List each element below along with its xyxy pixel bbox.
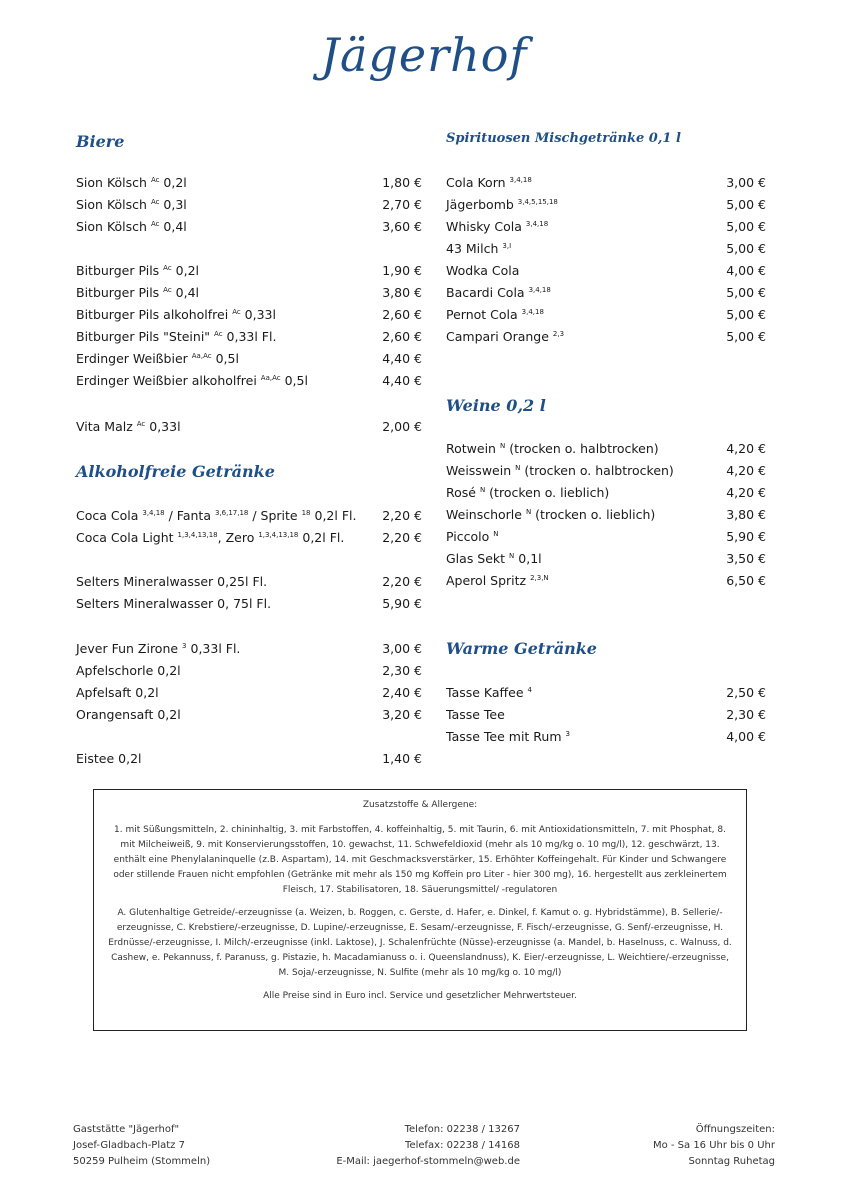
item-name	[446, 216, 548, 238]
menu-item	[446, 504, 766, 526]
menu-group	[76, 416, 422, 438]
footer-line: Telefax: 02238 / 14168	[405, 1140, 520, 1151]
price-note: Alle Preise sind in Euro incl. Service und gesetzlicher Mehrwertsteuer.	[263, 991, 577, 1001]
item-name	[446, 282, 551, 304]
footer-line: 50259 Pulheim (Stommeln)	[73, 1156, 211, 1167]
allergen-code: Ac	[163, 285, 172, 294]
item-price: 4,20 €	[726, 485, 766, 500]
menu-item	[446, 172, 766, 194]
item-price: 6,50 €	[726, 573, 766, 588]
item-price: 5,00 €	[726, 307, 766, 322]
menu-item	[446, 526, 766, 548]
item-name	[446, 504, 655, 526]
allergen-code: 3	[565, 729, 570, 738]
item-name	[76, 348, 239, 370]
item-price: 4,40 €	[382, 373, 422, 388]
item-text: Pernot Cola	[446, 307, 522, 322]
item-price: 5,00 €	[726, 285, 766, 300]
menu-item	[446, 194, 766, 216]
item-text: Rotwein	[446, 441, 500, 456]
item-text: Sion Kölsch	[76, 219, 151, 234]
item-text: Apfelsaft 0,2l	[76, 685, 159, 700]
footer-line: Öffnungszeiten:	[695, 1124, 775, 1135]
item-price: 2,50 €	[726, 685, 766, 700]
allergen-code: 2,3,N	[530, 573, 549, 582]
item-price: 3,60 €	[382, 219, 422, 234]
allergen-code: N	[525, 507, 532, 516]
allergen-code: N	[479, 485, 486, 494]
item-name	[76, 638, 240, 660]
item-price: 2,30 €	[382, 663, 422, 678]
menu-item	[446, 548, 766, 570]
item-text: Weinschorle	[446, 507, 526, 522]
item-name	[76, 304, 276, 326]
item-text: 0,2l Fl.	[298, 530, 345, 545]
item-name	[76, 260, 199, 282]
item-text: 0,4l	[171, 285, 200, 300]
allergen-code: Ac	[232, 307, 241, 316]
allergen-code: N	[493, 529, 499, 538]
item-text: / Sprite	[248, 508, 302, 523]
item-name	[76, 704, 181, 726]
item-price: 2,20 €	[382, 574, 422, 589]
item-price: 2,70 €	[382, 197, 422, 212]
menu-item	[76, 194, 422, 216]
item-text: 0,5l	[211, 351, 239, 366]
item-name	[76, 660, 181, 682]
item-price: 2,60 €	[382, 329, 422, 344]
allergen-code: Ac	[150, 175, 160, 184]
item-text: Erdinger Weißbier	[76, 351, 192, 366]
item-price: 1,80 €	[382, 175, 422, 190]
menu-item	[76, 593, 422, 615]
item-text: Bitburger Pils	[76, 263, 164, 278]
item-text: Jever Fun Zirone	[76, 641, 183, 656]
menu-group	[76, 172, 422, 238]
menu-item	[76, 748, 422, 770]
allergen-code: 3,I	[502, 241, 512, 250]
item-price: 5,90 €	[382, 596, 422, 611]
allergen-code: N	[515, 463, 521, 472]
item-text: 0,33l	[145, 419, 181, 434]
item-text: Aperol Spritz	[446, 573, 531, 588]
item-name	[76, 416, 181, 438]
item-text: 0,33l Fl.	[186, 641, 241, 656]
item-price: 5,00 €	[726, 219, 766, 234]
item-price: 1,40 €	[382, 751, 422, 766]
item-name	[76, 194, 187, 216]
allergen-info-box	[93, 789, 747, 1031]
item-text: Piccolo	[446, 529, 494, 544]
menu-item	[446, 570, 766, 592]
item-text: Bitburger Pils alkoholfrei	[76, 307, 233, 322]
item-name	[76, 682, 159, 704]
allergen-code: Ac	[214, 329, 223, 338]
item-text: Coca Cola Light	[76, 530, 178, 545]
item-price: 5,00 €	[726, 241, 766, 256]
item-price: 2,20 €	[382, 508, 422, 523]
item-text: (trocken o. halbtrocken)	[520, 463, 674, 478]
allergen-code: Ac	[136, 419, 146, 428]
menu-item	[76, 638, 422, 660]
menu-group	[446, 438, 766, 592]
menu-item	[446, 216, 766, 238]
item-name	[76, 172, 187, 194]
item-price: 4,40 €	[382, 351, 422, 366]
section-heading: Biere	[76, 132, 125, 151]
item-price: 1,90 €	[382, 263, 422, 278]
item-text: 0,1l	[514, 551, 542, 566]
item-text: Eistee 0,2l	[76, 751, 142, 766]
item-name	[446, 548, 542, 570]
menu-item	[76, 326, 422, 348]
item-text: Whisky Cola	[446, 219, 526, 234]
allergen-code: 3,4,18	[142, 508, 165, 517]
item-name	[446, 172, 532, 194]
item-text: 0,2l Fl.	[310, 508, 357, 523]
item-text: 0,4l	[159, 219, 187, 234]
item-text: 0,2l	[159, 175, 187, 190]
menu-item	[446, 726, 766, 748]
menu-group	[76, 505, 422, 549]
menu-item	[76, 505, 422, 527]
allergen-code: Aa,Ac	[260, 373, 281, 382]
menu-item	[76, 370, 422, 392]
item-name	[76, 505, 356, 527]
item-name	[446, 194, 558, 216]
section-heading: Spirituosen Mischgetränke 0,1 l	[446, 131, 681, 146]
item-text: Sion Kölsch	[76, 197, 151, 212]
item-text: Campari Orange	[446, 329, 553, 344]
item-text: Wodka Cola	[446, 263, 520, 278]
menu-group	[76, 571, 422, 615]
allergen-code: 3	[182, 641, 187, 650]
item-text: Glas Sekt	[446, 551, 510, 566]
section-heading: Weine 0,2 l	[446, 396, 546, 415]
item-name	[446, 482, 609, 504]
item-price: 3,20 €	[382, 707, 422, 722]
page-title: Jägerhof	[320, 28, 528, 82]
menu-item	[446, 682, 766, 704]
allergen-code: Ac	[150, 219, 160, 228]
menu-item	[446, 260, 766, 282]
item-text: Orangensaft 0,2l	[76, 707, 181, 722]
allergen-code: Aa,Ac	[191, 351, 212, 360]
footer-line: Gaststätte "Jägerhof"	[73, 1124, 180, 1135]
menu-item	[446, 704, 766, 726]
footer-line: E-Mail: jaegerhof-stommeln@web.de	[336, 1156, 520, 1167]
menu-group	[76, 260, 422, 392]
allergen-code: Ac	[150, 197, 160, 206]
item-text: 43 Milch	[446, 241, 503, 256]
allergen-code: 1,3,4,13,18	[258, 530, 299, 539]
item-name	[76, 326, 276, 348]
item-name	[446, 304, 544, 326]
item-name	[446, 704, 505, 726]
item-name	[446, 726, 570, 748]
item-name	[76, 571, 267, 593]
menu-group	[76, 638, 422, 726]
item-name	[446, 238, 511, 260]
footer-line: Josef-Gladbach-Platz 7	[73, 1140, 185, 1151]
allergen-code: 3,4,18	[528, 285, 551, 294]
menu-group	[446, 682, 766, 748]
menu-item	[76, 527, 422, 549]
item-price: 5,00 €	[726, 197, 766, 212]
menu-item	[446, 304, 766, 326]
item-text: Tasse Tee	[446, 707, 505, 722]
menu-item	[76, 282, 422, 304]
menu-item	[76, 304, 422, 326]
item-text: / Fanta	[164, 508, 215, 523]
item-price: 4,20 €	[726, 441, 766, 456]
item-name	[76, 282, 199, 304]
allergen-code: 3,4,5,15,18	[517, 197, 558, 206]
item-text: 0,5l	[280, 373, 308, 388]
item-text: Bitburger Pils "Steini"	[76, 329, 215, 344]
item-text: Apfelschorle 0,2l	[76, 663, 181, 678]
item-price: 3,00 €	[382, 641, 422, 656]
allergen-code: N	[509, 551, 515, 560]
section-heading: Warme Getränke	[446, 639, 597, 658]
menu-item	[446, 482, 766, 504]
item-text: (trocken o. lieblich)	[485, 485, 610, 500]
item-text: Selters Mineralwasser 0,25l Fl.	[76, 574, 268, 589]
allergen-code: 3,6,17,18	[214, 508, 249, 517]
menu-item	[76, 216, 422, 238]
item-price: 3,50 €	[726, 551, 766, 566]
menu-item	[76, 348, 422, 370]
item-name	[446, 260, 519, 282]
item-price: 2,30 €	[726, 707, 766, 722]
menu-item	[76, 682, 422, 704]
item-price: 2,40 €	[382, 685, 422, 700]
item-text: Cola Korn	[446, 175, 510, 190]
footer-line: Mo - Sa 16 Uhr bis 0 Uhr	[652, 1140, 775, 1151]
item-text: Bitburger Pils	[76, 285, 164, 300]
item-price: 2,20 €	[382, 530, 422, 545]
allergen-code: Ac	[163, 263, 172, 272]
item-price: 4,00 €	[726, 263, 766, 278]
item-price: 5,00 €	[726, 329, 766, 344]
menu-item	[76, 704, 422, 726]
item-price: 3,80 €	[726, 507, 766, 522]
allergens-text: A. Glutenhaltige Getreide/-erzeugnisse (a. Weizen, b. Roggen, c. Gerste, d. Hafer, e. Dinkel, f. Kamut o. g. Hybridstämme), B. Sellerie/-erzeugnisse, C. Krebstiere/-erzeugnisse, D. Lupine/-erzeugnisse, E. Sesam/-erzeugnisse, F. Fisch/-erzeugnisse, G. Senf/-erzeugnisse, H. Erdnüsse/-erzeugnisse, I. Milch/-erzeugnisse (inkl. Laktose), J. Schalenfrüchte (Nüsse)-erzeugnisse (a. Mandel, b. Haselnuss, c. Walnuss, d. Cashew, e. Pekannuss, f. Paranuss, g. Pistazie, h. Macadamianuss o. i. Queenslandnuss), K. Eier/-erzeugnisse, L. Weichtiere/-erzeugnisse, M. Soja/-erzeugnisse, N. Sulfite (mehr als 10 mg/kg o. 10 mg/l)	[108, 908, 732, 978]
menu-item	[76, 172, 422, 194]
allergen-code: 3,4,18	[509, 175, 532, 184]
menu-group	[76, 748, 422, 770]
item-name	[76, 370, 308, 392]
item-text: 0,3l	[159, 197, 187, 212]
menu-item	[446, 282, 766, 304]
menu-item	[76, 260, 422, 282]
item-text: Vita Malz	[76, 419, 137, 434]
item-text: Selters Mineralwasser 0, 75l Fl.	[76, 596, 272, 611]
item-name	[76, 593, 271, 615]
footer-contact	[330, 1122, 520, 1170]
item-text: Jägerbomb	[446, 197, 518, 212]
item-price: 3,00 €	[726, 175, 766, 190]
allergen-code: 1,3,4,13,18	[177, 530, 218, 539]
item-name	[446, 438, 659, 460]
item-text: Tasse Tee mit Rum	[446, 729, 566, 744]
menu-item	[76, 660, 422, 682]
menu-item	[446, 460, 766, 482]
additives-text: 1. mit Süßungsmitteln, 2. chininhaltig, 3. mit Farbstoffen, 4. koffeinhaltig, 5. mit Taurin, 6. mit Antioxidationsmitteln, 7. mit Phosphat, 8. mit Milcheiweiß, 9. mit Konservierungsstoffen, 10. gewachst, 11. Schwefeldioxid (mehr als 10 mg/kg o. 10 mg/l), 12. geschwärzt, 13. enthält eine Phenylalaninquelle (z.B. Aspartam), 14. mit Geschmacksverstärker, 15. Erhöhter Koffeingehalt. Für Kinder und Schwangere oder stillende Frauen nicht empfohlen (Getränke mit mehr als 150 mg Koffein pro Liter - hier 300 mg), 16. hergestellt aus zerkleinertem Fleisch, 17. Stabilisatoren, 18. Säuerungsmittel/ -regulatoren	[113, 825, 727, 895]
item-name	[446, 326, 564, 348]
menu-item	[76, 416, 422, 438]
item-price: 2,60 €	[382, 307, 422, 322]
item-price: 4,20 €	[726, 463, 766, 478]
item-name	[446, 570, 549, 592]
allergen-code: 3,4,18	[525, 219, 549, 228]
item-text: (trocken o. halbtrocken)	[505, 441, 659, 456]
item-text: Rosé	[446, 485, 480, 500]
footer-address	[73, 1122, 210, 1170]
item-text: Tasse Kaffee	[446, 685, 528, 700]
item-name	[446, 460, 674, 482]
item-text: 0,2l	[171, 263, 200, 278]
item-name	[76, 216, 187, 238]
item-text: , Zero	[217, 530, 259, 545]
menu-item	[446, 326, 766, 348]
footer-opening-hours	[620, 1122, 775, 1170]
item-text: Weisswein	[446, 463, 516, 478]
item-text: 0,33l	[240, 307, 276, 322]
allergen-code: 3,4,18	[521, 307, 544, 316]
allergen-code: 4	[527, 685, 532, 694]
item-name	[76, 527, 344, 549]
allergen-code: 18	[301, 508, 311, 517]
item-text: Erdinger Weißbier alkoholfrei	[76, 373, 261, 388]
item-price: 4,00 €	[726, 729, 766, 744]
item-text: Bacardi Cola	[446, 285, 529, 300]
item-text: Coca Cola	[76, 508, 143, 523]
menu-item	[446, 438, 766, 460]
item-text: (trocken o. lieblich)	[531, 507, 656, 522]
allergen-code: N	[499, 441, 506, 450]
footer-line: Telefon: 02238 / 13267	[404, 1124, 520, 1135]
footer-line: Sonntag Ruhetag	[688, 1156, 775, 1167]
item-text: 0,33l Fl.	[222, 329, 277, 344]
menu-group	[446, 172, 766, 348]
allergen-box-title: Zusatzstoffe & Allergene:	[362, 800, 478, 810]
section-heading: Alkoholfreie Getränke	[76, 462, 275, 481]
menu-item	[76, 571, 422, 593]
item-price: 2,00 €	[382, 419, 422, 434]
menu-item	[446, 238, 766, 260]
item-name	[446, 526, 498, 548]
item-name	[446, 682, 532, 704]
item-price: 5,90 €	[726, 529, 766, 544]
item-price: 3,80 €	[382, 285, 422, 300]
item-name	[76, 748, 142, 770]
allergen-code: 2,3	[552, 329, 565, 338]
item-text: Sion Kölsch	[76, 175, 151, 190]
